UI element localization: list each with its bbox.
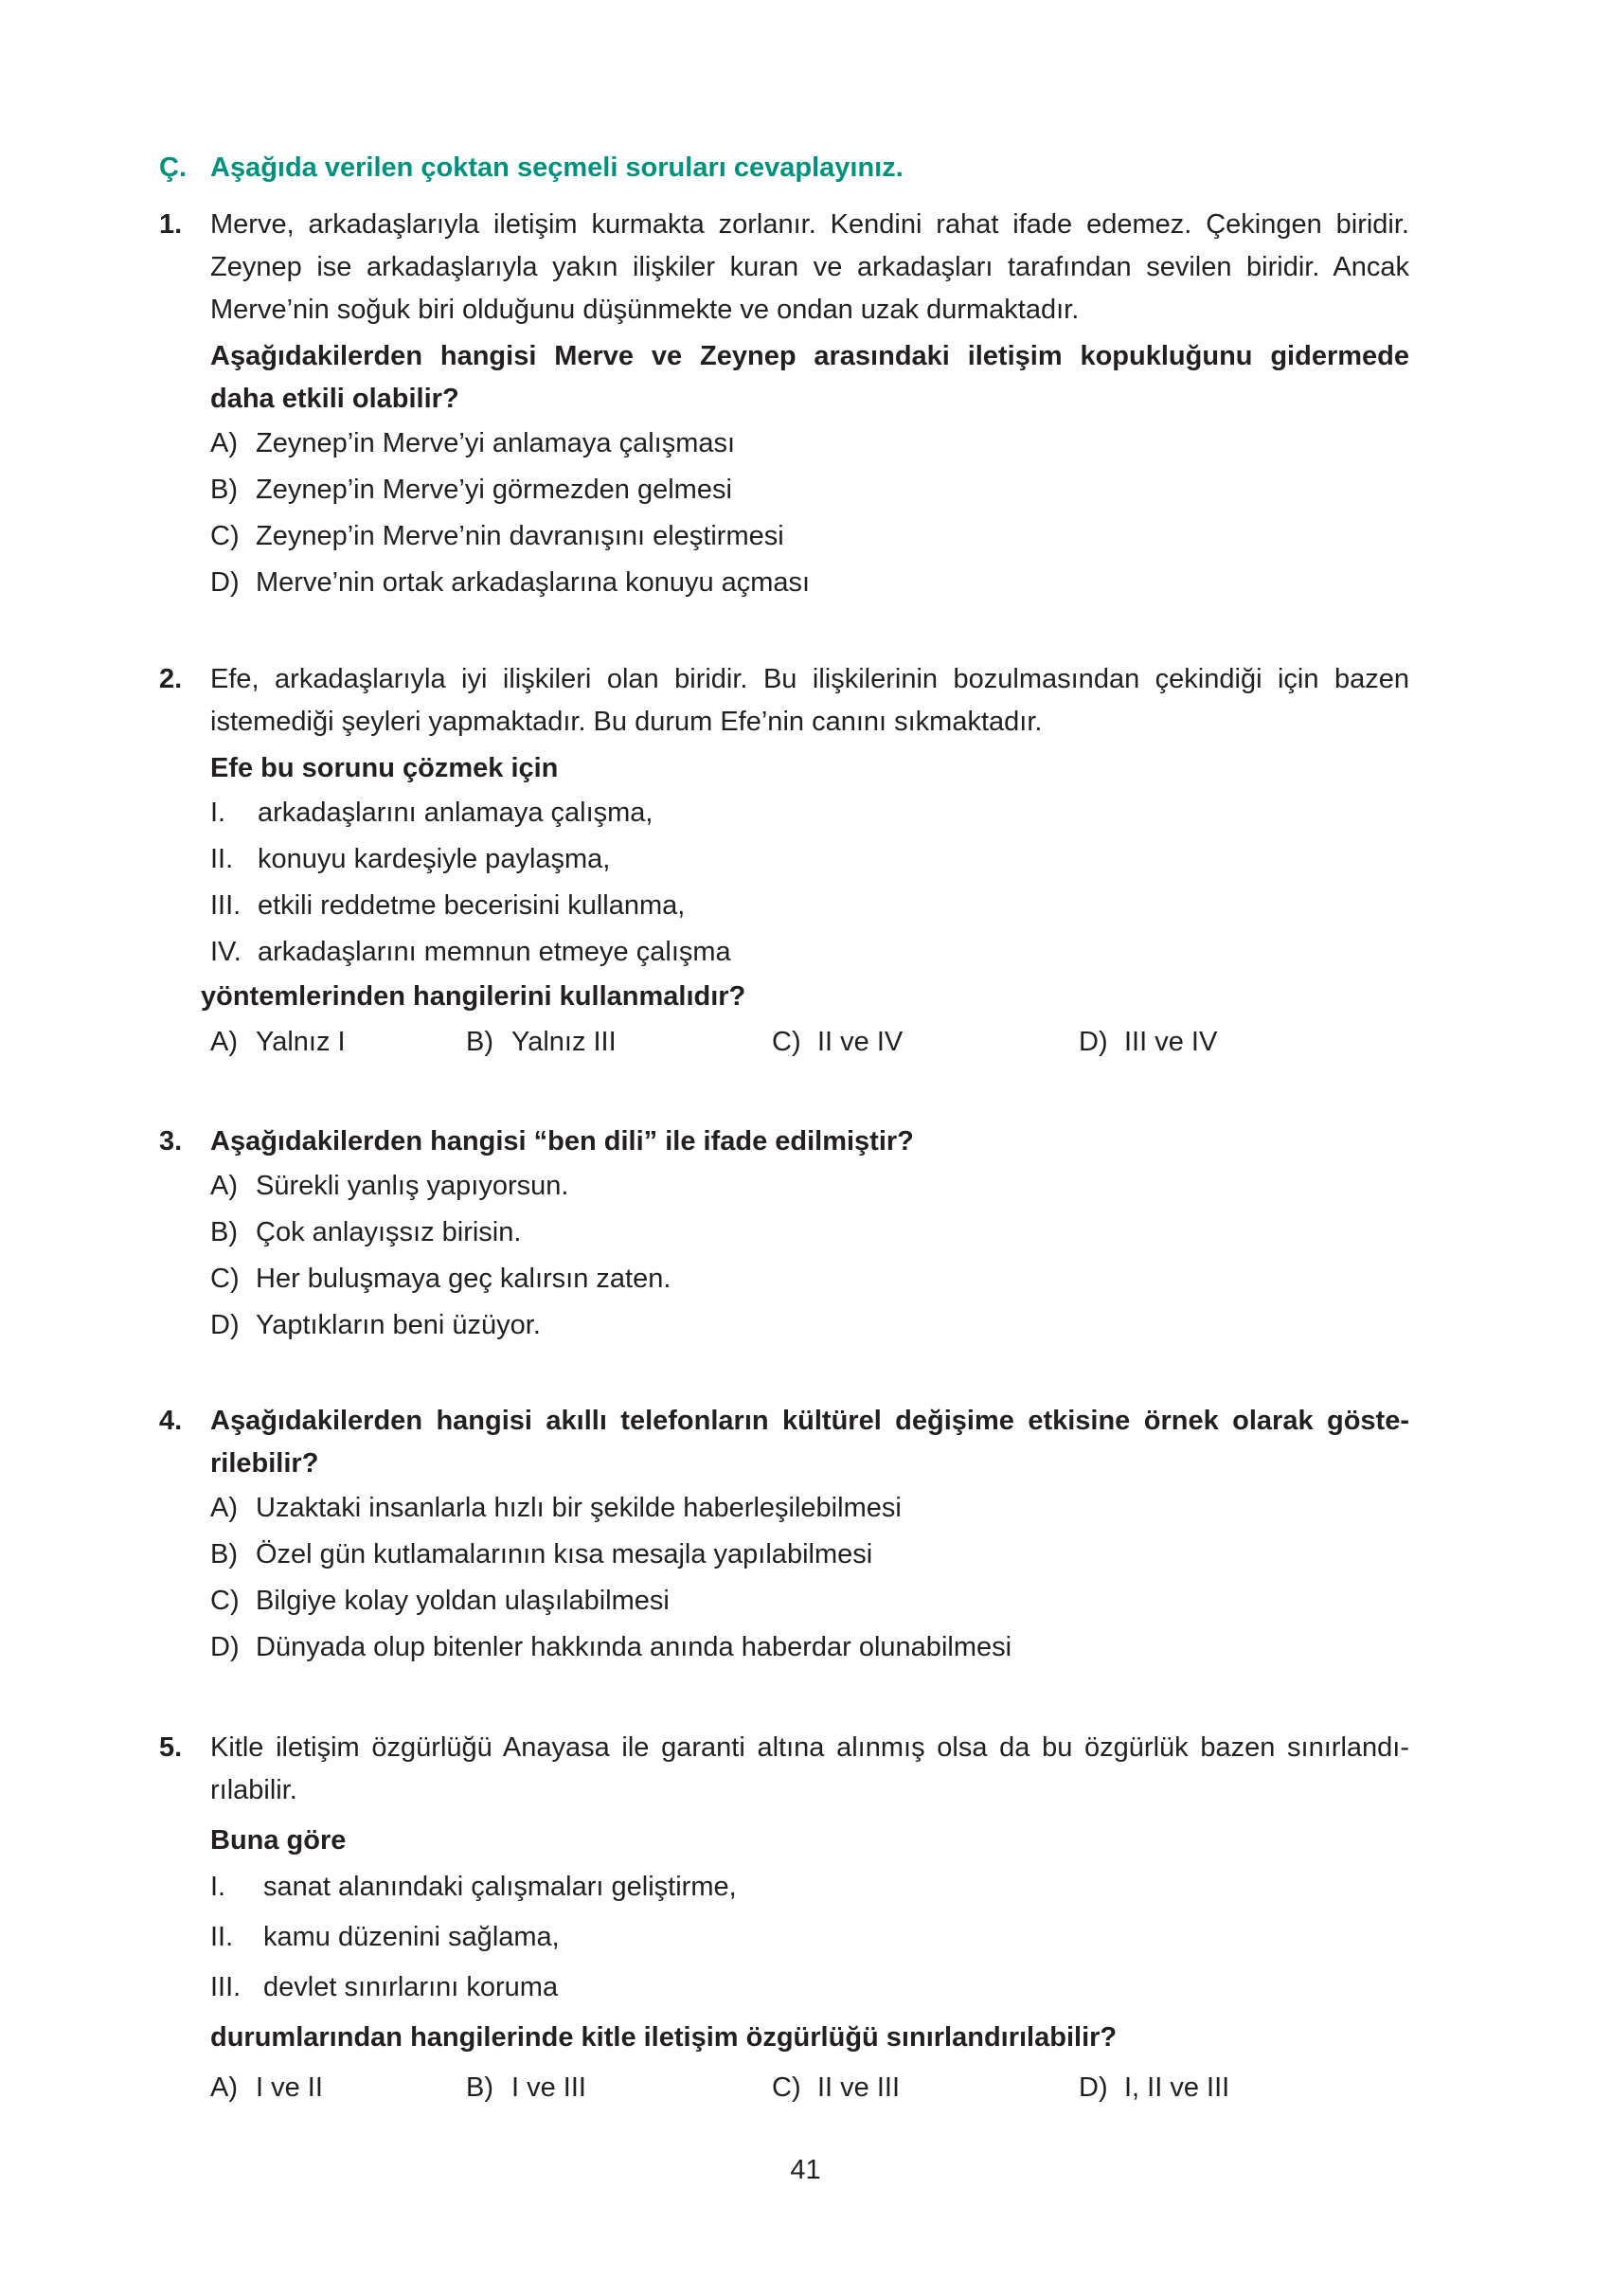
question-text-line: rılabilir. (210, 1775, 297, 1805)
statement-item (210, 883, 1409, 929)
statement-item (210, 790, 1409, 836)
option-c[interactable] (210, 513, 1409, 560)
statement-item (210, 1862, 1409, 1912)
statement-text: arkadaşlarını anlamaya çalışma, (258, 798, 653, 828)
option-c[interactable] (210, 1578, 1409, 1624)
option-text: Her buluşmaya geç kalırsın zaten. (256, 1264, 671, 1294)
question-prompt-line: Aşağıdakilerden hangisi Merve ve Zeynep arasındaki iletişim kopukluğunu gidermede (210, 341, 1409, 371)
option-b[interactable] (210, 467, 1409, 513)
question-prompt: durumlarından hangilerinde kitle iletişim özgürlüğü sınırlandırılabilir? (210, 2022, 1118, 2053)
statement-numeral: III. (210, 1972, 242, 2002)
statement-numeral: I. (210, 798, 226, 828)
option-label: D) (1079, 1027, 1108, 1057)
option-text: Çok anlayışsız birisin. (256, 1217, 522, 1247)
option-label: C) (772, 2072, 801, 2103)
option-c[interactable] (772, 1018, 903, 1066)
question-number: 5. (159, 1732, 183, 1763)
option-d[interactable] (210, 1624, 1409, 1671)
question-lead: Buna göre (210, 1825, 347, 1856)
option-a[interactable] (210, 1018, 346, 1066)
option-text: Özel gün kutlamalarının kısa mesajla yapılabilmesi (256, 1539, 873, 1570)
statement-text: etkili reddetme becerisini kullanma, (258, 890, 686, 921)
option-text: Sürekli yanlış yapıyorsun. (256, 1171, 569, 1201)
statement-item (210, 836, 1409, 883)
option-text: Zeynep’in Merve’yi görmezden gelmesi (256, 475, 732, 505)
question-text-line: Kitle iletişim özgürlüğü Anayasa ile garanti altına alınmış olsa da bu özgürlük bazen sınırlandı- (210, 1732, 1409, 1763)
option-text: I ve III (511, 2072, 586, 2103)
question-1 (159, 204, 1409, 606)
option-text: Merve’nin ortak arkadaşlarına konuyu açması (256, 567, 811, 598)
question-text-line: Merve, arkadaşlarıyla iletişim kurmakta zorlanır. Kendini rahat ifade edemez. Çekingen biridir. (210, 209, 1409, 240)
option-b[interactable] (210, 1210, 1409, 1256)
option-c[interactable] (210, 1256, 1409, 1302)
statement-numeral: IV. (210, 937, 242, 967)
option-label: C) (210, 1264, 240, 1294)
option-text: Yalnız III (511, 1027, 617, 1057)
statement-text: sanat alanındaki çalışmaları geliştirme, (263, 1872, 737, 1902)
question-text-line: istemediği şeyleri yapmaktadır. Bu durum Efe’nin canını sıkmaktadır. (210, 707, 1043, 737)
option-label: D) (210, 567, 240, 598)
option-c[interactable] (772, 2063, 900, 2113)
question-prompt-line: rilebilir? (210, 1448, 319, 1479)
option-text: II ve IV (817, 1027, 904, 1057)
statement-item (210, 1912, 1409, 1963)
option-label: C) (772, 1027, 801, 1057)
question-lead: Efe bu sorunu çözmek için (210, 753, 559, 783)
statement-text: konuyu kardeşiyle paylaşma, (258, 844, 611, 874)
option-label: B) (210, 1539, 238, 1570)
option-a[interactable] (210, 421, 1409, 467)
options-row (210, 1018, 1409, 1066)
statement-text: devlet sınırlarını koruma (263, 1972, 559, 2002)
question-prompt: Aşağıdakilerden hangisi “ben dili” ile ifade edilmiştir? (210, 1126, 914, 1157)
option-text: II ve III (817, 2072, 901, 2103)
question-prompt-line: daha etkili olabilir? (210, 384, 459, 414)
option-label: B) (210, 1217, 238, 1247)
page-number: 41 (790, 2155, 821, 2185)
statement-text: arkadaşlarını memnun etmeye çalışma (258, 937, 731, 967)
option-label: B) (210, 475, 238, 505)
question-number: 3. (159, 1126, 183, 1157)
option-label: A) (210, 2072, 238, 2103)
option-label: A) (210, 428, 238, 458)
statement-numeral: II. (210, 844, 234, 874)
question-number: 2. (159, 664, 183, 694)
option-a[interactable] (210, 2063, 323, 2113)
option-text: I ve II (256, 2072, 323, 2103)
question-3 (159, 1121, 1409, 1349)
section-title-text: Aşağıda verilen çoktan seçmeli soruları cevaplayınız. (210, 152, 904, 183)
option-label: D) (1079, 2072, 1108, 2103)
option-text: Dünyada olup bitenler hakkında anında haberdar olunabilmesi (256, 1632, 1012, 1662)
question-number: 4. (159, 1406, 183, 1436)
option-label: A) (210, 1171, 238, 1201)
question-number: 1. (159, 209, 183, 240)
question-text-line: Zeynep ise arkadaşlarıyla yakın ilişkiler kuran ve arkadaşları tarafından sevilen biridir. Ancak (210, 252, 1409, 282)
option-label: A) (210, 1493, 238, 1523)
question-2 (159, 658, 1409, 1066)
option-text: Zeynep’in Merve’nin davranışını eleştirmesi (256, 521, 784, 551)
statement-item (210, 929, 1409, 976)
option-b[interactable] (210, 1532, 1409, 1578)
statement-numeral: III. (210, 890, 242, 921)
option-text: Uzaktaki insanlarla hızlı bir şekilde haberleşilebilmesi (256, 1493, 902, 1523)
option-b[interactable] (466, 1018, 617, 1066)
option-label: D) (210, 1310, 240, 1340)
option-text: III ve IV (1124, 1027, 1218, 1057)
option-text: Yalnız I (256, 1027, 346, 1057)
statement-item (210, 1963, 1409, 2013)
option-d[interactable] (1079, 2063, 1229, 2113)
option-a[interactable] (210, 1485, 1409, 1532)
option-text: Bilgiye kolay yoldan ulaşılabilmesi (256, 1586, 670, 1616)
question-4 (159, 1400, 1409, 1671)
option-d[interactable] (210, 1302, 1409, 1349)
option-text: Zeynep’in Merve’yi anlamaya çalışması (256, 428, 736, 458)
question-5 (159, 1727, 1409, 2113)
statement-text: kamu düzenini sağlama, (263, 1922, 560, 1952)
question-prompt: yöntemlerinden hangilerini kullanmalıdır? (201, 981, 746, 1012)
option-a[interactable] (210, 1163, 1409, 1210)
question-text-line: Efe, arkadaşlarıyla iyi ilişkileri olan biridir. Bu ilişkilerinin bozulmasından çekindiği için bazen (210, 664, 1409, 694)
option-d[interactable] (1079, 1018, 1217, 1066)
section-heading (159, 152, 904, 184)
option-text: I, II ve III (1124, 2072, 1230, 2103)
option-label: C) (210, 521, 240, 551)
option-label: B) (466, 1027, 493, 1057)
option-label: A) (210, 1027, 238, 1057)
option-label: D) (210, 1632, 240, 1662)
option-b[interactable] (466, 2063, 586, 2113)
statement-numeral: I. (210, 1872, 226, 1902)
option-label: C) (210, 1586, 240, 1616)
section-letter: Ç. (159, 152, 187, 183)
option-d[interactable] (210, 560, 1409, 606)
option-text: Yaptıkların beni üzüyor. (256, 1310, 541, 1340)
question-prompt-line: Aşağıdakilerden hangisi akıllı telefonların kültürel değişime etkisine örnek olarak göste- (210, 1406, 1409, 1436)
question-text-line: Merve’nin soğuk biri olduğunu düşünmekte ve ondan uzak durmaktadır. (210, 295, 1080, 325)
statement-numeral: II. (210, 1922, 234, 1952)
option-label: B) (466, 2072, 493, 2103)
options-row (210, 2063, 1409, 2113)
